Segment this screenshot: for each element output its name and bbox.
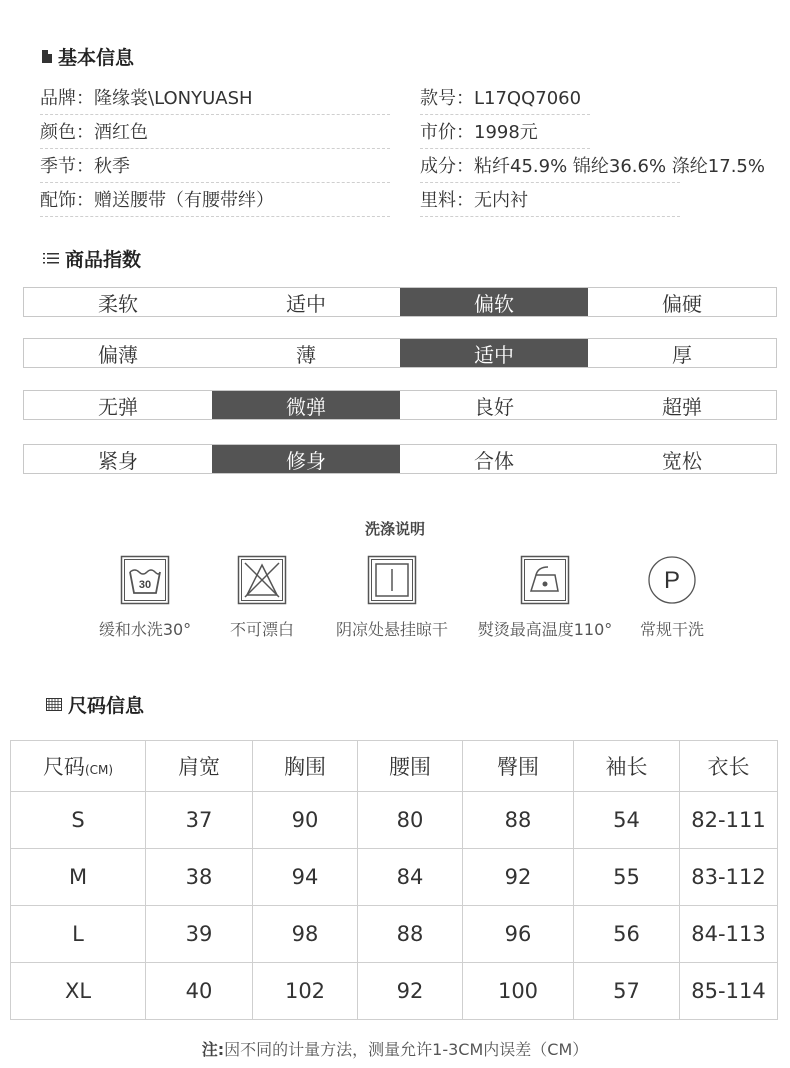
size-info-heading (46, 691, 144, 718)
info-price: 市价：1998元 (420, 122, 538, 143)
measurement-cell: 54 (574, 792, 680, 849)
index-option: 良好 (474, 394, 514, 419)
measurement-cell: 94 (253, 849, 358, 906)
index-row (23, 390, 777, 420)
info-accessory: 配饰：赠送腰带（有腰带绊） (40, 190, 274, 211)
note-label: 注: (201, 1040, 225, 1059)
wash-30-icon (120, 555, 170, 605)
info-style-number: 款号：L17QQ7060 (420, 88, 582, 109)
index-option-selected: 适中 (400, 339, 588, 367)
size-cell: XL (11, 963, 146, 1020)
size-cell: L (11, 906, 146, 963)
divider (40, 114, 390, 115)
measurement-cell: 39 (146, 906, 253, 963)
size-cell: M (11, 849, 146, 906)
table-row (11, 792, 778, 849)
basic-info-heading (42, 43, 134, 70)
column-header-label: 胸围 (284, 755, 326, 779)
column-header (253, 741, 358, 792)
measurement-cell: 40 (146, 963, 253, 1020)
wash-label: 阴凉处悬挂晾干 (335, 620, 448, 639)
measurement-cell: 37 (146, 792, 253, 849)
wash-label: 常规干洗 (639, 620, 704, 639)
size-info-title: 尺码信息 (68, 695, 145, 717)
footnote (0, 1037, 790, 1060)
index-option: 柔软 (98, 291, 138, 316)
index-option: 宽松 (662, 448, 702, 473)
measurement-cell: 98 (253, 906, 358, 963)
wash-label: 不可漂白 (229, 620, 294, 639)
measurement-cell: 38 (146, 849, 253, 906)
divider (420, 148, 590, 149)
product-index-heading (43, 245, 141, 272)
info-lining: 里料：无内衬 (420, 190, 528, 211)
index-option-selected: 修身 (212, 445, 400, 473)
column-header-label: 尺码 (42, 755, 85, 779)
table-row (11, 963, 778, 1020)
index-row (23, 444, 777, 474)
shade-hang-dry-item (317, 555, 467, 640)
column-header-label: 衣长 (707, 755, 750, 779)
column-header-label: 腰围 (389, 755, 431, 779)
column-header-label: 肩宽 (178, 755, 220, 779)
wash-label: 熨烫最高温度110° (477, 620, 613, 639)
wash-title: 洗涤说明 (364, 520, 425, 538)
index-option: 合体 (474, 448, 514, 473)
index-option: 无弹 (98, 394, 138, 419)
index-row (23, 338, 777, 368)
measurement-cell: 96 (463, 906, 574, 963)
column-header (463, 741, 574, 792)
info-season: 季节：秋季 (40, 156, 130, 177)
dry-clean-letter: P (663, 567, 681, 594)
dry-clean-icon (647, 555, 697, 605)
measurement-cell: 92 (358, 963, 463, 1020)
column-header (680, 741, 778, 792)
wash-label: 缓和水洗30° (98, 620, 192, 639)
info-color: 颜色：酒红色 (40, 122, 148, 143)
product-index-title: 商品指数 (65, 249, 142, 271)
column-header (11, 741, 146, 792)
divider (40, 148, 390, 149)
measurement-cell: 82-111 (680, 792, 778, 849)
list-icon (43, 248, 59, 270)
measurement-cell: 92 (463, 849, 574, 906)
measurement-cell: 88 (358, 906, 463, 963)
size-table (10, 740, 778, 1020)
info-brand: 品牌：隆缘裳\LONYUASH (40, 88, 253, 109)
table-header-row (11, 741, 778, 792)
measurement-cell: 80 (358, 792, 463, 849)
index-option: 偏薄 (98, 342, 138, 367)
measurement-cell: 85-114 (680, 963, 778, 1020)
table-row (11, 906, 778, 963)
grid-icon (46, 694, 62, 716)
unit-label: (CM) (84, 763, 114, 777)
table-row (11, 849, 778, 906)
column-header (574, 741, 680, 792)
index-option: 紧身 (98, 448, 138, 473)
index-option: 偏硬 (662, 291, 702, 316)
measurement-cell: 57 (574, 963, 680, 1020)
measurement-cell: 56 (574, 906, 680, 963)
iron-icon (520, 555, 570, 605)
divider (420, 182, 680, 183)
measurement-cell: 100 (463, 963, 574, 1020)
document-icon (42, 50, 52, 63)
column-header (146, 741, 253, 792)
divider (40, 216, 390, 217)
wash-temp-text: 30 (138, 579, 152, 591)
index-row (23, 287, 777, 317)
info-material: 成分：粘纤45.9% 锦纶36.6% 涤纶17.5% (420, 156, 765, 177)
index-option: 适中 (286, 291, 326, 316)
column-header (358, 741, 463, 792)
divider (40, 182, 390, 183)
no-bleach-icon (237, 555, 287, 605)
index-option: 薄 (296, 342, 316, 367)
divider (420, 114, 590, 115)
divider (420, 216, 680, 217)
column-header-label: 臀围 (497, 755, 539, 779)
measurement-cell: 83-112 (680, 849, 778, 906)
measurement-cell: 88 (463, 792, 574, 849)
measurement-cell: 55 (574, 849, 680, 906)
size-cell: S (11, 792, 146, 849)
no-bleach-item (187, 555, 337, 640)
note-text: 因不同的计量方法，测量允许1-3CM内误差（CM） (224, 1040, 589, 1059)
measurement-cell: 90 (253, 792, 358, 849)
index-option-selected: 偏软 (400, 288, 588, 316)
measurement-cell: 102 (253, 963, 358, 1020)
index-option-selected: 微弹 (212, 391, 400, 419)
column-header-label: 袖长 (605, 755, 648, 779)
shade-hang-dry-icon (367, 555, 417, 605)
index-option: 超弹 (662, 394, 702, 419)
dry-clean-item (597, 555, 747, 640)
measurement-cell: 84-113 (680, 906, 778, 963)
measurement-cell: 84 (358, 849, 463, 906)
index-option: 厚 (672, 342, 692, 367)
basic-info-title: 基本信息 (58, 47, 135, 69)
